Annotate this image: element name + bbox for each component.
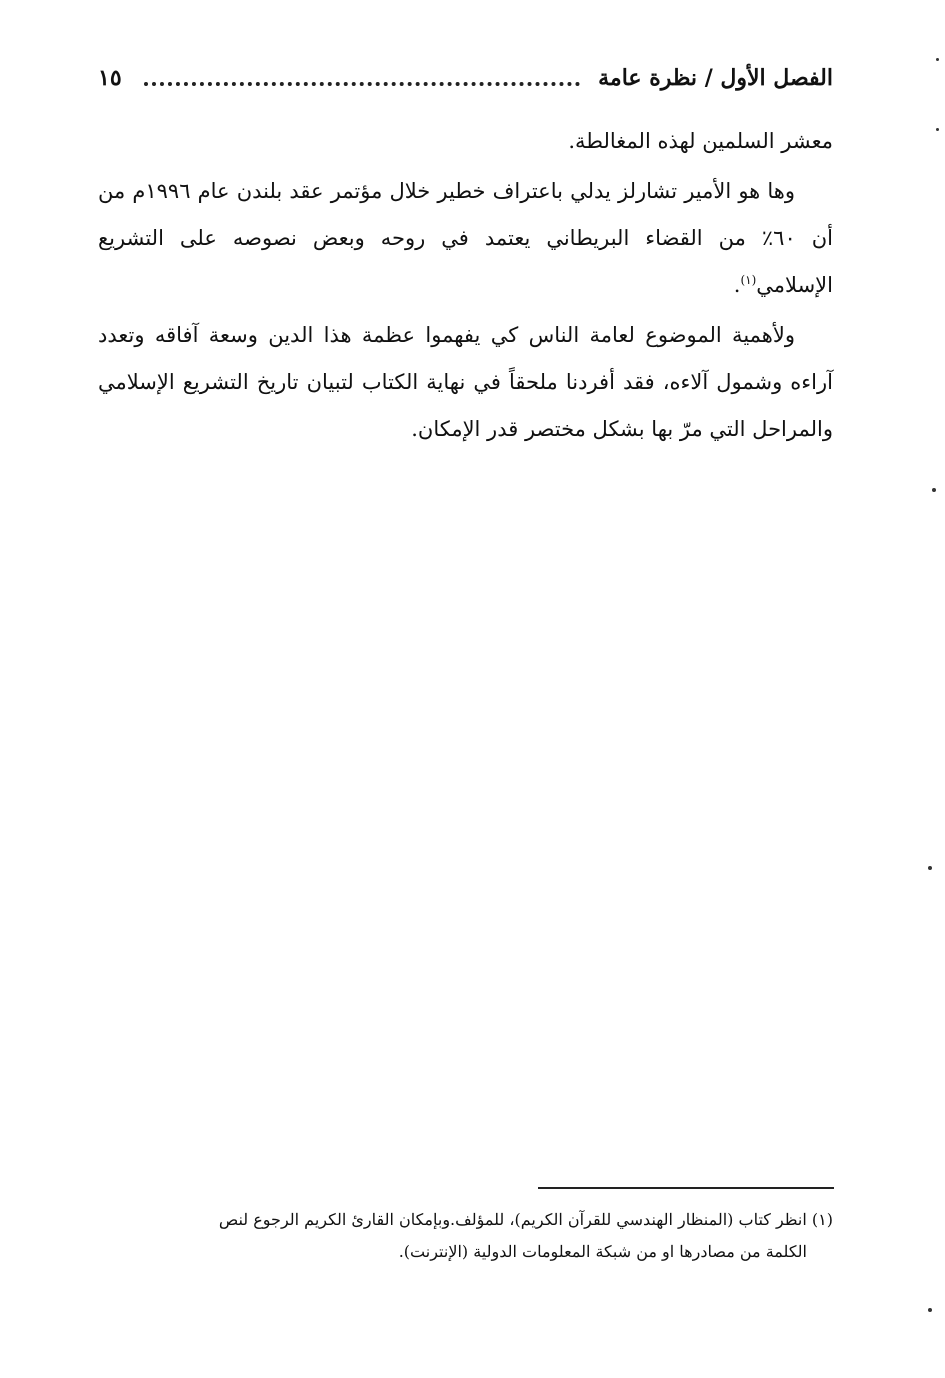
paragraph-2-end: . <box>733 273 741 297</box>
footnotes <box>98 1204 833 1268</box>
scan-speck <box>932 488 936 492</box>
footnote-separator <box>538 1187 834 1189</box>
paragraph-3: ولأهمية الموضوع لعامة الناس كي يفهموا عظمة هذا الدين وسعة آفاقه وتعدد آراءه وشمول آلاءه، فقد أفردنا ملحقاً في نهاية الكتاب لتبيان تاريخ التشريع الإسلامي والمراحل التي مرّ بها بشكل مختصر قدر الإمكان. <box>98 323 833 441</box>
paragraph-2 <box>98 168 833 309</box>
scan-speck <box>928 1308 932 1312</box>
running-header <box>98 58 833 98</box>
chapter-title: الفصل الأول / نظرة عامة <box>598 65 833 91</box>
paragraph-2-text: وها هو الأمير تشارلز يدلي باعتراف خطير خلال مؤتمر عقد بلندن عام ١٩٩٦م من أن ٦٠٪ من القضاء البريطاني يعتمد في روحه وبعض نصوصه على التشريع الإسلامي <box>98 179 833 297</box>
paragraph-1: معشر السلمين لهذه المغالطة. <box>568 129 833 153</box>
page-number: ١٥ <box>98 65 122 91</box>
scan-speck <box>928 866 932 870</box>
header-dotted-leader <box>144 82 580 86</box>
footnote-reference: (١) <box>740 273 757 287</box>
footnote-1-line-2: الكلمة من مصادرها او من شبكة المعلومات الدولية (الإنترنت). <box>398 1242 807 1261</box>
scan-speck <box>936 58 939 61</box>
footnote-1-line-1: (١) انظر كتاب (المنظار الهندسي للقرآن الكريم)، للمؤلف.وبإمكان القارئ الكريم الرجوع لنص <box>218 1210 833 1229</box>
scan-speck <box>936 128 939 131</box>
main-text <box>98 118 833 453</box>
